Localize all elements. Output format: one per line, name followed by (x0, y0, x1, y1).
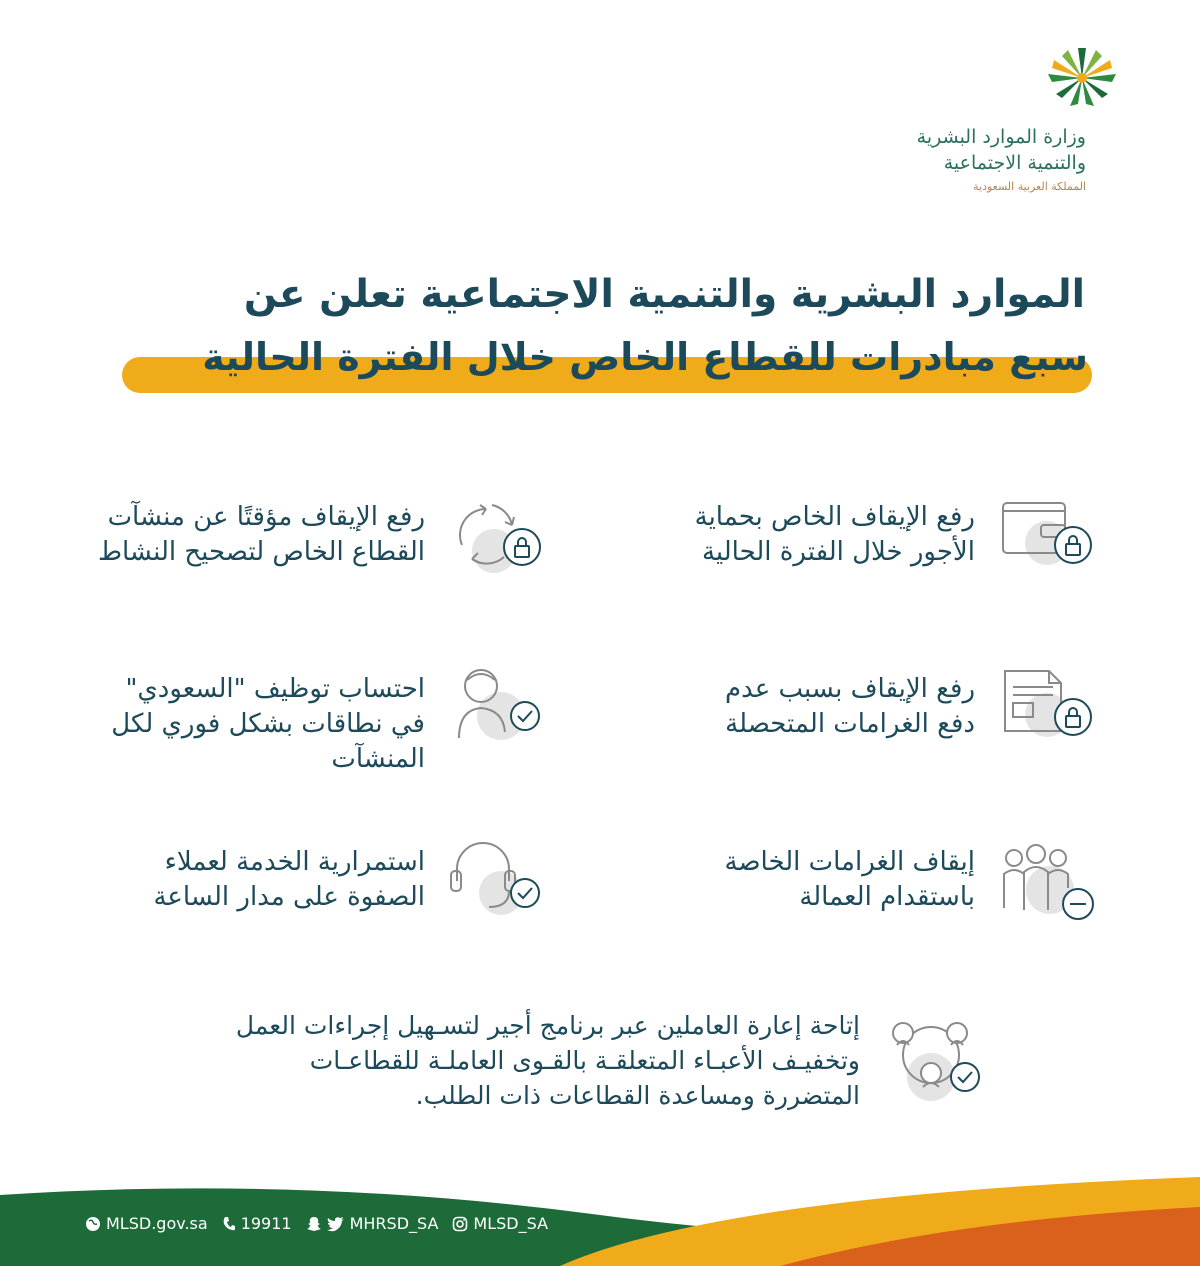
footer-phone[interactable] (222, 1214, 292, 1233)
initiative-item (725, 845, 975, 915)
globe-icon (85, 1216, 101, 1232)
footer-contacts (85, 1214, 548, 1233)
initiative-line: باستقدام العمالة (799, 882, 975, 912)
initiative-line: وتخفيـف الأعبـاء المتعلقـة بالقـوى العاملـة للقطاعـات (309, 1046, 860, 1075)
initiative-line: القطاع الخاص لتصحيح النشاط (97, 537, 425, 567)
ministry-logo (916, 48, 1160, 208)
initiative-item (236, 1008, 860, 1113)
twitter-icon (327, 1216, 345, 1232)
network-check-icon (885, 1015, 985, 1105)
snapchat-icon (306, 1216, 322, 1232)
social-handle-text: MHRSD_SA (349, 1214, 439, 1233)
instagram-handle-text: MLSD_SA (473, 1214, 549, 1233)
logo-country-name: المملكة العربية السعودية (973, 180, 1086, 193)
initiative-line: إيقاف الغرامات الخاصة (724, 847, 975, 877)
palm-logo-icon (1042, 48, 1122, 128)
website-text: MLSD.gov.sa (106, 1214, 208, 1233)
footer-instagram[interactable] (452, 1214, 548, 1233)
initiative-line: رفع الإيقاف الخاص بحماية (694, 502, 975, 532)
initiative-line: المتضررة ومساعدة القطاعات ذات الطلب. (415, 1081, 860, 1110)
headset-check-icon (445, 835, 545, 925)
initiative-line: إتاحة إعارة العاملين عبر برنامج أجير لتسـهيل إجراءات العمل (235, 1011, 860, 1040)
document-lock-icon (995, 665, 1095, 755)
phone-icon (222, 1216, 236, 1232)
initiative-item (153, 845, 425, 915)
group-minus-icon (998, 838, 1098, 928)
initiative-line: في نطاقات بشكل فوري لكل (111, 709, 425, 739)
instagram-icon (452, 1216, 468, 1232)
initiative-line: الأجور خلال الفترة الحالية (701, 537, 975, 567)
initiative-item (111, 672, 425, 777)
footer-website[interactable] (85, 1214, 208, 1233)
logo-ministry-name: وزارة الموارد البشرية (916, 126, 1086, 148)
initiative-line: دفع الغرامات المتحصلة (725, 709, 975, 739)
person-check-icon (445, 660, 545, 750)
initiative-line: احتساب توظيف "السعودي" (125, 674, 425, 704)
phone-text: 19911 (240, 1214, 292, 1233)
initiative-line: الصفوة على مدار الساعة (153, 882, 425, 912)
initiative-line: المنشآت (331, 744, 425, 774)
initiative-item (725, 672, 975, 742)
cycle-lock-icon (442, 495, 542, 585)
page-subtitle: سبع مبادرات للقطاع الخاص خلال الفترة الحالية (202, 335, 1088, 379)
initiative-line: رفع الإيقاف بسبب عدم (725, 674, 975, 704)
initiative-line: استمرارية الخدمة لعملاء (164, 847, 425, 877)
initiative-item (695, 500, 975, 570)
footer-social[interactable] (306, 1214, 439, 1233)
initiative-line: رفع الإيقاف مؤقتًا عن منشآت (107, 502, 425, 532)
logo-ministry-name-2: والتنمية الاجتماعية (943, 152, 1086, 174)
initiative-item (98, 500, 425, 570)
wallet-lock-icon (995, 495, 1095, 585)
page-title: الموارد البشرية والتنمية الاجتماعية تعلن عن (243, 272, 1085, 317)
